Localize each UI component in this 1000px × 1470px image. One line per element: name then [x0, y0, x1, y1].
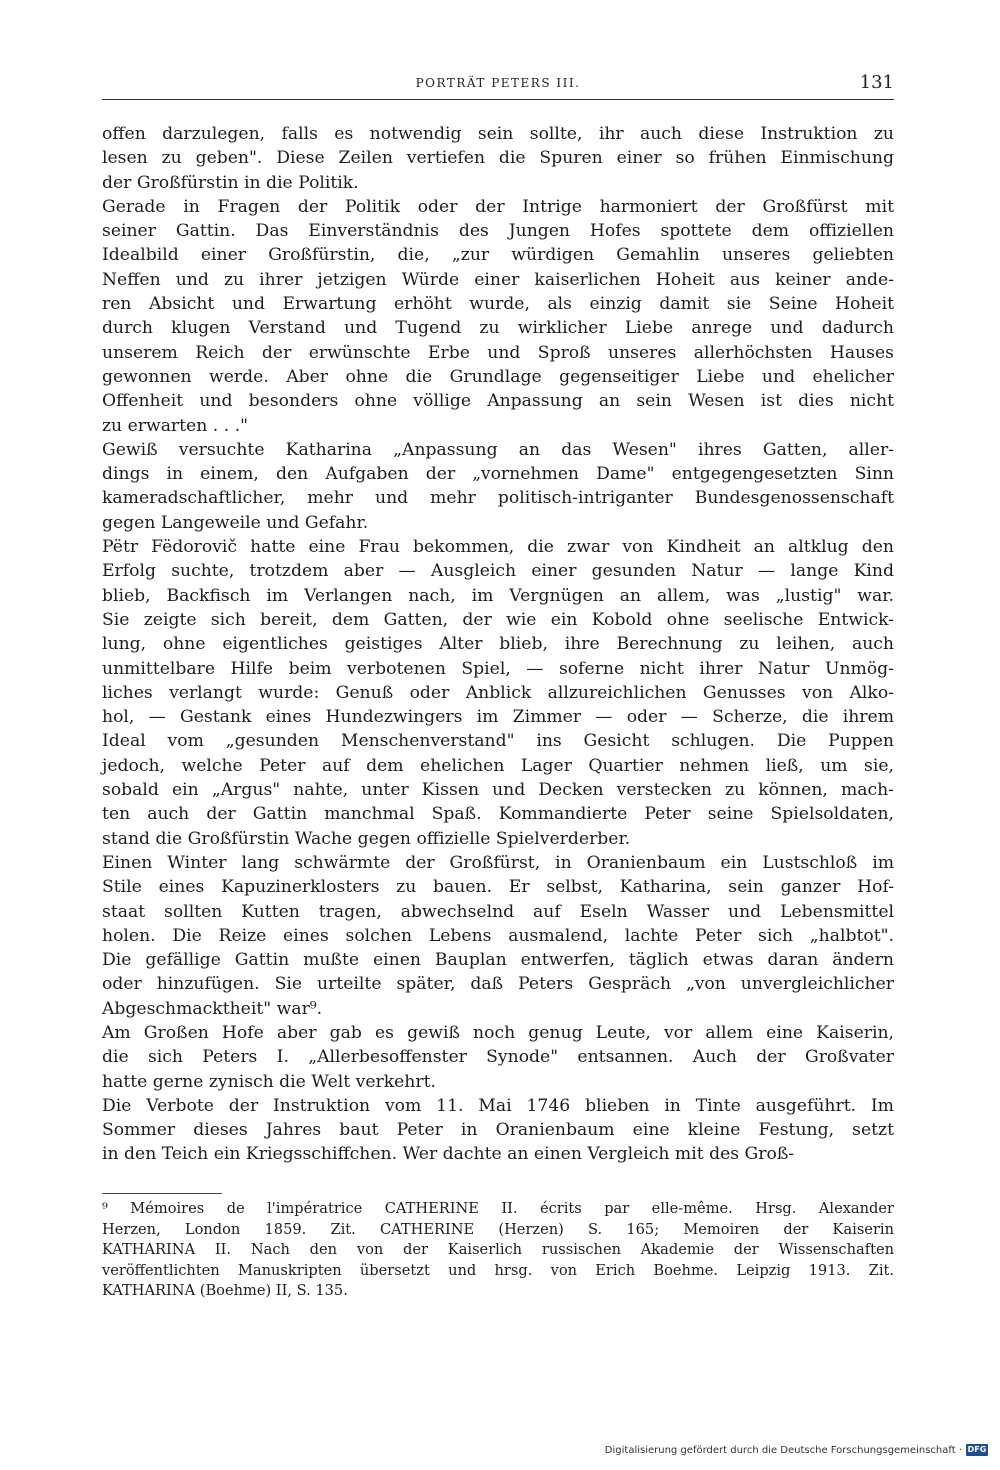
credit-text: Digitalisierung gefördert durch die Deutsche Forschungsgemeinschaft ·: [604, 1444, 962, 1456]
text-line: gewonnen werde. Aber ohne die Grundlage gegenseitiger Liebe und ehelicher: [102, 366, 894, 387]
text-line: Gewiß versuchte Katharina „Anpassung an das Wesen" ihres Gatten, aller-: [102, 439, 894, 460]
dfg-logo: DFG: [967, 1445, 987, 1454]
text-line: die sich Peters I. „Allerbesoffenster Synode" entsannen. Auch der Großvater: [102, 1047, 894, 1068]
text-line: durch klugen Verstand und Tugend zu wirklicher Liebe anrege und dadurch: [102, 318, 894, 339]
text-line: der Großfürstin in die Politik.: [102, 172, 359, 193]
footnote-line: ⁹ Mémoires de l'impératrice CATHERINE II. écrits par elle-même. Hrsg. Alexander: [102, 1200, 894, 1217]
text-line: unserem Reich der erwünschte Erbe und Sproß unseres allerhöchsten Hauses: [102, 342, 894, 363]
running-head: PORTRÄT PETERS III.: [415, 76, 581, 90]
text-line: stand die Großfürstin Wache gegen offizielle Spielverderber.: [102, 828, 631, 849]
text-line: Sie zeigte sich bereit, dem Gatten, der wie ein Kobold ohne seelische Entwick-: [102, 609, 894, 630]
page-header: [102, 72, 894, 96]
text-line: lung, ohne eigentliches geistiges Alter blieb, ihre Berechnung zu leihen, auch: [102, 634, 894, 655]
text-line: Offenheit und besonders ohne völlige Anpassung an sein Wesen ist dies nicht: [102, 391, 894, 412]
digitization-credit: [605, 1444, 988, 1456]
text-line: Einen Winter lang schwärmte der Großfürst, in Oranienbaum ein Lustschloß im: [102, 852, 894, 873]
text-line: hol, — Gestank eines Hundezwingers im Zimmer — oder — Scherze, die ihrem: [102, 707, 894, 728]
text-line: Am Großen Hofe aber gab es gewiß noch genug Leute, vor allem eine Kaiserin,: [102, 1022, 894, 1043]
text-line: Abgeschmacktheit" war⁹.: [102, 998, 323, 1019]
text-line: oder hinzufügen. Sie urteilte später, daß Peters Gespräch „von unvergleichlicher: [102, 974, 894, 995]
text-line: seiner Gattin. Das Einverständnis des Jungen Hofes spottete dem offiziellen: [102, 221, 894, 242]
text-line: ren Absicht und Erwartung erhöht wurde, als einzig damit sie Seine Hoheit: [102, 294, 894, 315]
text-line: dings in einem, den Aufgaben der „vornehmen Dame" entgegengesetzten Sinn: [102, 464, 894, 485]
text-line: Erfolg suchte, trotzdem aber — Ausgleich einer gesunden Natur — lange Kind: [102, 561, 894, 582]
text-line: ten auch der Gattin manchmal Spaß. Kommandierte Peter seine Spielsoldaten,: [102, 804, 894, 825]
footnote-line: KATHARINA II. Nach den von der Kaiserlich russischen Akademie der Wissenschaften: [102, 1241, 894, 1258]
text-line: Sommer dieses Jahres baut Peter in Oranienbaum eine kleine Festung, setzt: [102, 1120, 894, 1141]
text-line: lesen zu geben". Diese Zeilen vertiefen die Spuren einer so frühen Einmischung: [102, 148, 894, 169]
text-line: liches verlangt wurde: Genuß oder Anblick allzureichlichen Genusses von Alko-: [102, 682, 894, 703]
text-line: jedoch, welche Peter auf dem ehelichen Lager Quartier nehmen ließ, um sie,: [102, 755, 894, 776]
text-line: Pëtr Fëdorovič hatte eine Frau bekommen, die zwar von Kindheit an altklug den: [102, 537, 894, 558]
text-line: Ideal vom „gesunden Menschenverstand" ins Gesicht schlugen. Die Puppen: [102, 731, 894, 752]
text-line: Idealbild einer Großfürstin, die, „zur würdigen Gemahlin unseres geliebten: [102, 245, 894, 266]
text-line: zu erwarten . . .": [102, 415, 248, 436]
main-text: [102, 122, 894, 1167]
text-line: Stile eines Kapuzinerklosters zu bauen. Er selbst, Katharina, sein ganzer Hof-: [102, 877, 894, 898]
text-line: gegen Langeweile und Gefahr.: [102, 512, 369, 533]
text-line: in den Teich ein Kriegsschiffchen. Wer dachte an einen Vergleich mit des Groß-: [102, 1144, 795, 1165]
text-line: Gerade in Fragen der Politik oder der Intrige harmoniert der Großfürst mit: [102, 196, 894, 217]
text-line: staat sollten Kutten tragen, abwechselnd auf Eseln Wasser und Lebensmittel: [102, 901, 894, 922]
footnote: [102, 1199, 894, 1302]
text-line: Die Verbote der Instruktion vom 11. Mai 1746 blieben in Tinte ausgeführt. Im: [102, 1095, 894, 1116]
page-number: 131: [859, 72, 894, 93]
text-line: kameradschaftlicher, mehr und mehr politisch-intriganter Bundesgenossenschaft: [102, 488, 894, 509]
header-rule: [102, 99, 894, 100]
text-line: hatte gerne zynisch die Welt verkehrt.: [102, 1071, 436, 1092]
footnote-line: Herzen, London 1859. Zit. CATHERINE (Herzen) S. 165; Memoiren der Kaiserin: [102, 1220, 894, 1238]
footnote-rule: [102, 1193, 222, 1194]
text-line: blieb, Backfisch im Verlangen nach, im Vergnügen an allem, was „lustig" war.: [102, 585, 894, 606]
text-line: Die gefällige Gattin mußte einen Bauplan entwerfen, täglich etwas daran ändern: [102, 950, 894, 971]
text-line: unmittelbare Hilfe beim verbotenen Spiel, — soferne nicht ihrer Natur Unmög-: [102, 658, 894, 679]
text-line: Neffen und zu ihrer jetzigen Würde einer kaiserlichen Hoheit aus keiner ande-: [102, 269, 894, 290]
footnote-line: veröffentlichten Manuskripten übersetzt und hrsg. von Erich Boehme. Leipzig 1913. Zit.: [102, 1261, 894, 1279]
text-line: holen. Die Reize eines solchen Lebens ausmalend, lachte Peter sich „halbtot".: [102, 925, 894, 946]
text-line: offen darzulegen, falls es notwendig sein sollte, ihr auch diese Instruktion zu: [102, 124, 894, 144]
footnote-line: KATHARINA (Boehme) II, S. 135.: [102, 1282, 348, 1299]
text-line: sobald ein „Argus" nahte, unter Kissen und Decken verstecken zu können, mach-: [102, 780, 894, 801]
